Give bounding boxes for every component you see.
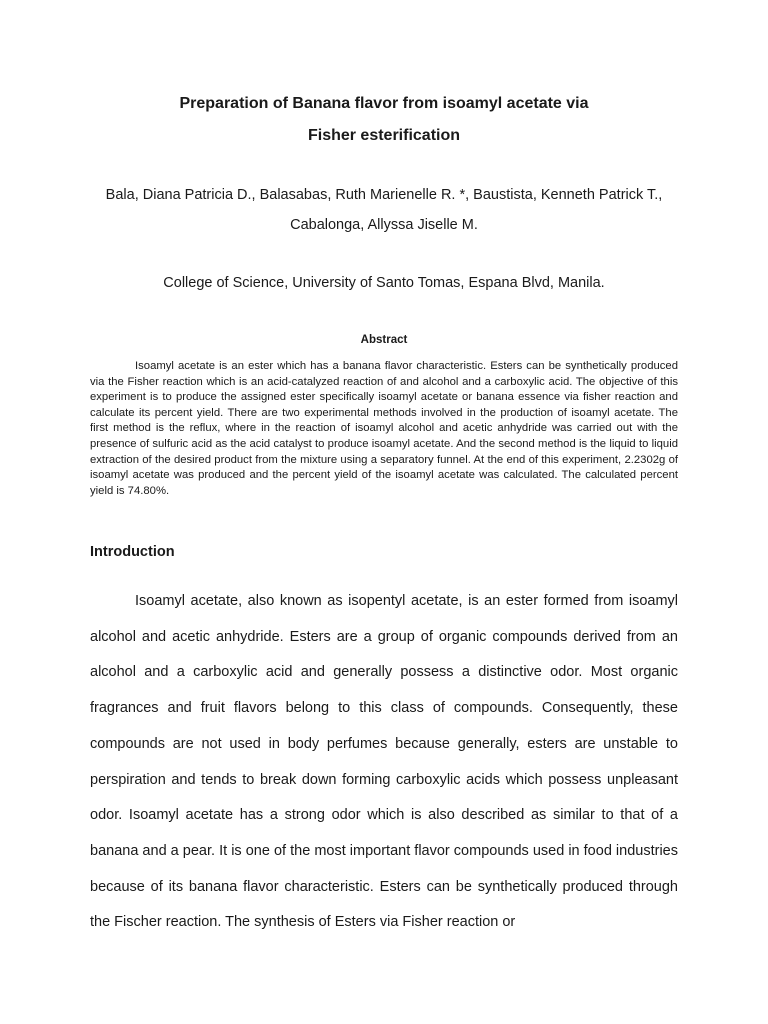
abstract-text: Isoamyl acetate is an ester which has a banana flavor characteristic. Esters can be synthetically produced via the Fisher reaction which is an acid-catalyzed reaction of and alcohol and a carboxylic acid. The objective of this experiment is to produce the assigned ester specifically isoamyl acetate or banana essence via fisher reaction and calculate its percent yield. There are two experimental methods involved in the production of isoamyl acetate. The first method is the reflux, where in the reaction of isoamyl alcohol and acetic anhydride was carried out with the presence of sulfuric acid as the acid catalyst to produce isoamyl acetate. And the second method is the liquid to liquid extraction of the desired product from the mixture using a separatory funnel. At the end of this experiment, 2.2302g of isoamyl acetate was produced and the percent yield of the isoamyl acetate was calculated. The calculated percent yield is 74.80%. (90, 360, 678, 497)
affiliation: College of Science, University of Santo Tomas, Espana Blvd, Manila. (163, 275, 605, 291)
paper-title-line-2: Fisher esterification (307, 127, 461, 144)
introduction-text: Isoamyl acetate, also known as isopentyl acetate, is an ester formed from isoamyl alcohol and acetic anhydride. Esters are a group of organic compounds derived from an alcohol and a carboxylic acid and generally possess a distinctive odor. Most organic fragrances and fruit flavors belong to this class of compounds. Consequently, these compounds are not used in body perfumes because generally, esters are unstable to perspiration and tends to break down forming carboxylic acids which possess unpleasant odor. Isoamyl acetate has a strong odor which is also described as similar to that of a banana and a pear. It is one of the most important flavor compounds used in food industries because of its banana flavor characteristic. Esters can be synthetically produced through the Fischer reaction. The synthesis of Esters via Fisher reaction or (90, 593, 678, 931)
author-list-line-2: Cabalonga, Allyssa Jiselle M. (290, 217, 478, 233)
paper-title-line-1: Preparation of Banana flavor from isoamyl acetate via (179, 95, 589, 112)
introduction-heading: Introduction (90, 544, 175, 560)
author-list-line-1: Bala, Diana Patricia D., Balasabas, Ruth Marienelle R. *, Baustista, Kenneth Patrick T., (105, 187, 663, 203)
abstract-heading: Abstract (360, 334, 408, 346)
